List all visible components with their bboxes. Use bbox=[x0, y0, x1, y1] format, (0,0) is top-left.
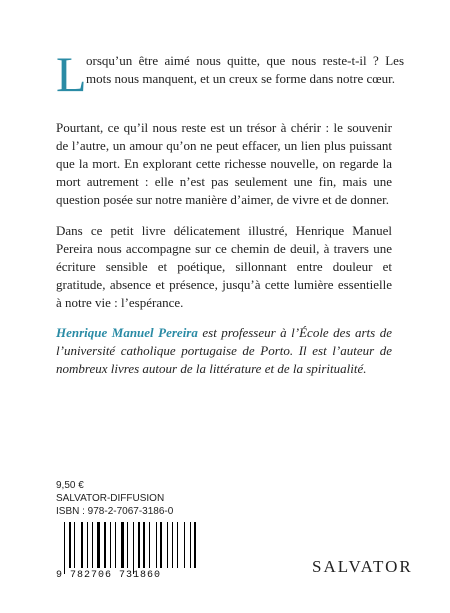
intro-text: orsqu’un être aimé nous quitte, que nous reste-t-il ? Les mots nous manquent, et un creux se forme dans notre cœur. bbox=[86, 53, 404, 86]
barcode-bar bbox=[190, 522, 191, 568]
drop-cap: L bbox=[56, 46, 87, 102]
price: 9,50 € bbox=[56, 480, 84, 491]
body-paragraph-2: Dans ce petit livre délicatement illustré, Henrique Manuel Pereira nous accompagne sur ce chemin de deuil, à travers une écriture sensible et poétique, sillonnant entre douleur et gratitude, absence et présence, jusqu’à cette lumière essentielle à notre vie : l’espérance. bbox=[56, 223, 392, 310]
barcode-bar bbox=[69, 522, 71, 568]
barcode bbox=[56, 522, 204, 582]
barcode-bar bbox=[133, 522, 134, 574]
author-bio-text: est professeur à l’École des arts de l’université catholique portugaise de Porto. Il est l’auteur de nombreux livres autour de la littérature et de la spiritualité. bbox=[56, 325, 392, 376]
barcode-digits: 9 782706 731860 bbox=[56, 570, 162, 581]
barcode-bar bbox=[97, 522, 100, 568]
barcode-bar bbox=[110, 522, 111, 568]
barcode-bar bbox=[184, 522, 185, 568]
barcode-bar bbox=[156, 522, 157, 568]
barcode-bar bbox=[194, 522, 196, 568]
barcode-bar bbox=[167, 522, 168, 568]
author-bio bbox=[56, 324, 392, 378]
barcode-bar bbox=[138, 522, 140, 568]
barcode-bars bbox=[64, 522, 200, 574]
author-name: Henrique Manuel Pereira bbox=[56, 325, 198, 340]
barcode-bar bbox=[149, 522, 150, 568]
barcode-bar bbox=[81, 522, 83, 568]
intro-paragraph bbox=[56, 46, 404, 102]
barcode-bar bbox=[87, 522, 88, 568]
barcode-bar bbox=[104, 522, 106, 568]
barcode-bar bbox=[160, 522, 162, 568]
body-paragraph-1: Pourtant, ce qu’il nous reste est un trésor à chérir : le souvenir de l’autre, un amour qu’on ne peut effacer, un lien plus puissant que la mort. En explorant cette richesse nouvelle, on regarde la mort autrement : elle n’est pas seulement une fin, mais une question posée sur notre manière d’aimer, de vivre et de donner. bbox=[56, 120, 392, 207]
barcode-bar bbox=[92, 522, 93, 568]
barcode-bar bbox=[172, 522, 173, 568]
barcode-bar bbox=[143, 522, 145, 568]
distributor: SALVATOR-DIFFUSION bbox=[56, 493, 165, 504]
barcode-bar bbox=[64, 522, 65, 574]
barcode-bar bbox=[127, 522, 128, 568]
isbn: ISBN : 978-2-7067-3186-0 bbox=[56, 506, 174, 517]
publisher-logo: SALVATOR bbox=[312, 557, 413, 576]
barcode-bar bbox=[177, 522, 178, 568]
barcode-bar bbox=[121, 522, 124, 568]
barcode-bar bbox=[115, 522, 116, 568]
barcode-bar bbox=[74, 522, 75, 568]
price-block bbox=[56, 479, 173, 518]
